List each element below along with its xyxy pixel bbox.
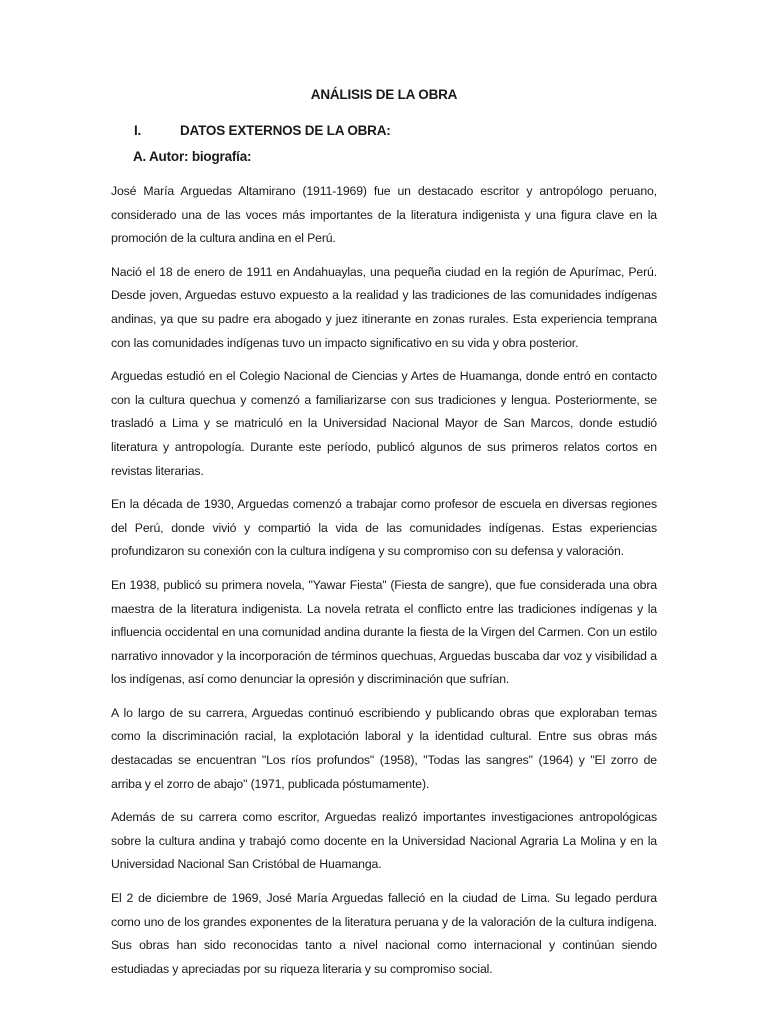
section-heading [134, 123, 391, 138]
paragraph-1: José María Arguedas Altamirano (1911-1969) fue un destacado escritor y antropólogo peruano, considerado una de las voces más importantes de la literatura indigenista y una figura clave en la promoción de la cultura andina en el Perú. [111, 184, 657, 246]
subsection-title: Autor: biografía: [149, 149, 252, 164]
paragraph-7: Además de su carrera como escritor, Arguedas realizó importantes investigaciones antropológicas sobre la cultura andina y trabajó como docente en la Universidad Nacional Agraria La Molina y en la Universidad Nacional San Cristóbal de Huamanga. [111, 810, 657, 872]
paragraph-3: Arguedas estudió en el Colegio Nacional de Ciencias y Artes de Huamanga, donde entró en contacto con la cultura quechua y comenzó a familiarizarse con sus tradiciones y lengua. Posteriormente, se trasladó a Lima y se matriculó en la Universidad Nacional Mayor de San Marcos, donde estudió literatura y antropología. Durante este período, publicó algunos de sus primeros relatos cortos en revistas literarias. [111, 369, 657, 478]
paragraph-8: El 2 de diciembre de 1969, José María Arguedas falleció en la ciudad de Lima. Su legado perdura como uno de los grandes exponentes de la literatura peruana y de la valoración de la cultura indígena. Sus obras han sido reconocidas tanto a nivel nacional como internacional y continúan siendo estudiadas y apreciadas por su riqueza literaria y su compromiso social. [111, 891, 657, 976]
subsection-number: A. [133, 149, 147, 164]
section-title: DATOS EXTERNOS DE LA OBRA: [180, 123, 391, 138]
paragraph-5: En 1938, publicó su primera novela, "Yawar Fiesta" (Fiesta de sangre), que fue considerada una obra maestra de la literatura indigenista. La novela retrata el conflicto entre las tradiciones indígenas y la influencia occidental en una comunidad andina durante la fiesta de la Virgen del Carmen. Con un estilo narrativo innovador y la incorporación de términos quechuas, Arguedas buscaba dar voz y visibilidad a los indígenas, así como denunciar la opresión y discriminación que sufrían. [111, 577, 657, 687]
section-number: I. [134, 123, 142, 138]
subsection-heading [133, 149, 251, 164]
document-title: ANÁLISIS DE LA OBRA [310, 87, 458, 102]
paragraph-6: A lo largo de su carrera, Arguedas continuó escribiendo y publicando obras que exploraban temas como la discriminación racial, la explotación laboral y la identidad cultural. Entre sus obras más destacadas se encuentran "Los ríos profundos" (1958), "Todas las sangres" (1964) y "El zorro de arriba y el zorro de abajo" (1971, publicada póstumamente). [111, 705, 657, 791]
biography-body [111, 180, 657, 991]
paragraph-4: En la década de 1930, Arguedas comenzó a trabajar como profesor de escuela en diversas regiones del Perú, donde vivió y compartió la vida de las comunidades indígenas. Estas experiencias profundizaron su conexión con la cultura indígena y su compromiso con su defensa y valoración. [111, 497, 657, 559]
paragraph-2: Nació el 18 de enero de 1911 en Andahuaylas, una pequeña ciudad en la región de Apurímac, Perú. Desde joven, Arguedas estuvo expuesto a la realidad y las tradiciones de las comunidades indígenas andinas, ya que su padre era abogado y juez itinerante en zonas rurales. Esta experiencia temprana con las comunidades indígenas tuvo un impacto significativo en su vida y obra posterior. [111, 264, 657, 350]
